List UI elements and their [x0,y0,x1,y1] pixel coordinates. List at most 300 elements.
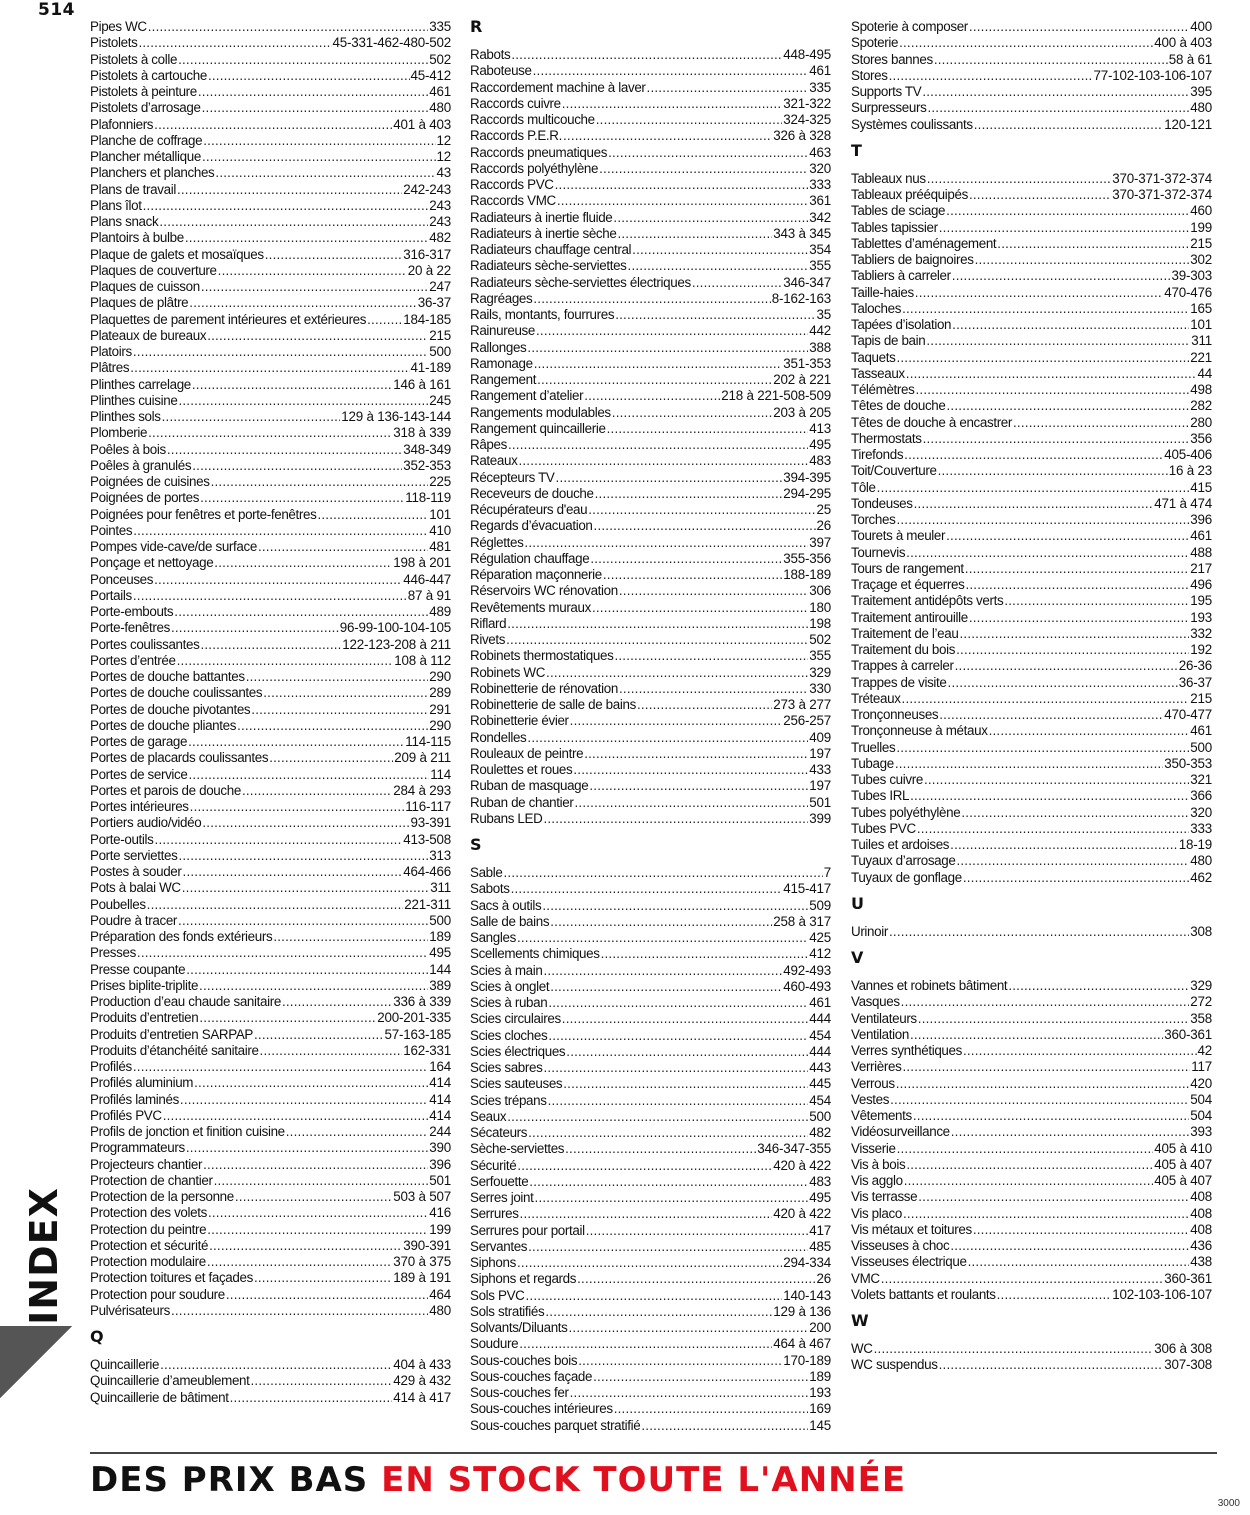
entry-name: Plans îlot [90,197,142,213]
entry-name: Scies circulaires [470,1011,561,1027]
entry-pages: 393 [1190,1124,1212,1140]
dot-leader [562,96,783,112]
entry-name: Receveurs de douche [470,485,594,501]
entry-name: Profilés aluminium [90,1075,194,1091]
entry-name: Sécateurs [470,1125,528,1140]
dot-leader [599,161,808,177]
entry-pages: 320 [809,160,831,176]
entry-pages: 444 [809,1043,831,1059]
entry-pages: 108 à 112 [394,652,451,668]
index-entry [851,415,1212,431]
entry-pages: 244 [429,1124,451,1139]
entry-pages: 401 à 403 [393,116,451,132]
index-entry [470,697,831,713]
entry-pages: 461 [809,995,831,1010]
dot-leader [563,1076,808,1092]
entry-name: Scies à main [470,962,543,978]
entry-pages: 414 [429,1107,451,1123]
entry-pages: 346-347 [783,274,831,290]
entry-name: Sous-couches intérieures [470,1401,613,1417]
index-entry [470,63,831,79]
index-entry [851,1189,1212,1205]
entry-pages: 489 [429,604,451,619]
entry-name: Poudre à tracer [90,912,178,928]
entry-name: Plaquettes de parement intérieures et extérieures [90,311,367,327]
dot-leader [258,539,428,555]
entry-name: Vidéosurveillance [851,1124,950,1140]
dot-leader [511,47,782,63]
dot-leader [939,1357,1164,1373]
entry-pages: 335 [809,79,831,95]
index-entry [90,312,451,328]
dot-leader [613,210,808,226]
entry-pages: 413-508 [403,831,451,847]
index-entry [851,1124,1212,1140]
index-entry [90,1205,451,1221]
index-entry [90,832,451,848]
dot-leader [950,837,1178,853]
entry-name: Sous-couches fer [470,1385,569,1400]
index-entry [90,1222,451,1238]
entry-pages: 396 [1190,512,1212,527]
dot-leader [529,1174,808,1190]
entry-name: Traitement du bois [851,642,956,657]
entry-pages: 326 à 328 [773,128,831,144]
entry-pages: 470-477 [1164,707,1212,722]
entry-pages: 410 [429,522,451,538]
dot-leader [974,117,1164,133]
dot-leader [922,84,1189,100]
dot-leader [133,344,428,360]
entry-name: Poêles à bois [90,441,166,457]
dot-leader [537,372,772,388]
dot-leader [533,63,809,79]
dot-leader [904,1173,1154,1189]
dot-leader [615,307,815,323]
index-entry [90,848,451,864]
entry-name: Postes à souder [90,864,182,879]
entry-pages: 242-243 [403,181,451,197]
dot-leader [550,914,772,930]
dot-leader [178,913,428,929]
index-entry [851,496,1212,512]
entry-pages: 482 [809,1125,831,1140]
dot-leader [570,1385,809,1401]
entry-pages: 370-371-372-374 [1112,187,1212,202]
entry-pages: 501 [429,1172,451,1188]
entry-pages: 480 [1190,853,1212,869]
entry-name: Robinetterie de salle de bains [470,697,636,712]
entry-pages: 12 [436,132,451,148]
index-entry [470,632,831,648]
dot-leader [548,1028,808,1044]
dot-leader [614,1401,809,1417]
dot-leader [965,561,1189,577]
entry-pages: 483 [809,453,831,469]
entry-name: Truelles [851,739,896,755]
entry-pages: 462 [1190,869,1212,885]
dot-leader [143,198,429,214]
slogan-part-1: DES PRIX BAS [90,1460,369,1500]
index-entry [851,431,1212,447]
entry-pages: 343 à 345 [773,225,831,241]
dot-leader [163,1108,429,1124]
dot-leader [154,572,402,588]
section-letter: T [851,140,863,160]
entry-name: Tubes IRL [851,788,910,804]
index-entry [470,1158,831,1174]
index-entry [851,1141,1212,1157]
entry-name: Rabots [470,47,511,62]
entry-name: Rainureuse [470,323,535,339]
entry-pages: 414 [429,1075,451,1091]
entry-name: Plâtres [90,360,130,376]
index-entry [470,946,831,962]
dot-leader [906,1157,1153,1173]
entry-pages: 464-466 [403,864,451,879]
entry-pages: 165 [1190,300,1212,316]
index-entry [851,772,1212,788]
entry-pages: 485 [809,1238,831,1254]
dot-leader [910,788,1189,804]
entry-name: Pistolets à peinture [90,84,197,99]
dot-leader [517,1255,782,1271]
index-entry [470,80,831,96]
index-entry [851,1341,1212,1357]
index-entry [470,865,831,881]
entry-pages: 429 à 432 [393,1373,451,1389]
dot-leader [918,1189,1189,1205]
index-entry [90,653,451,669]
entry-name: Raboteuse [470,63,532,79]
entry-pages: 415-417 [783,881,831,897]
entry-pages: 390 [429,1140,451,1156]
dot-leader [584,746,808,762]
index-entry [470,1385,831,1401]
entry-name: Protection pour soudure [90,1286,225,1302]
index-entry [90,52,451,68]
dot-leader [637,697,772,713]
dot-leader [190,799,405,815]
index-entry [470,405,831,421]
entry-pages: 96-99-100-104-105 [339,620,451,636]
dot-leader [154,117,392,133]
entry-name: Planche de coffrage [90,132,203,148]
entry-name: Taloches [851,300,902,316]
index-entry [90,149,451,165]
entry-name: Production d’eau chaude sanitaire [90,994,281,1009]
entry-name: Porte-outils [90,831,154,847]
index-entry [90,1059,451,1075]
index-entry [470,1093,831,1109]
entry-name: Planchers et planches [90,165,215,181]
dot-leader [186,1140,428,1156]
entry-name: Vis placo [851,1205,902,1221]
dot-leader [947,398,1190,414]
entry-name: Plaques de plâtre [90,295,189,311]
dot-leader [895,756,1163,772]
dot-leader [566,1044,808,1060]
entry-pages: 443 [809,1060,831,1075]
index-entry [851,1206,1212,1222]
entry-name: Protection de chantier [90,1172,213,1188]
dot-leader [607,421,809,437]
entry-pages: 321 [1190,772,1212,787]
entry-name: Rails, montants, fourrures [470,307,615,322]
index-entry [851,805,1212,821]
index-entry [90,35,451,51]
entry-pages: 18-19 [1178,837,1212,852]
entry-name: VMC [851,1270,880,1286]
index-entry [851,1076,1212,1092]
entry-name: Préparation des fonds extérieurs [90,929,273,944]
entry-name: Robinets WC [470,664,546,680]
dot-leader [917,821,1189,837]
index-entry [90,182,451,198]
entry-name: Sols PVC [470,1287,525,1303]
dot-leader [242,783,392,799]
dot-leader [603,567,782,583]
entry-name: Salle de bains [470,913,550,929]
entry-pages: 324-325 [783,112,831,127]
dot-leader [557,193,808,209]
index-entry [470,665,831,681]
entry-name: Tables de sciage [851,203,946,219]
index-entry [90,685,451,701]
dot-leader [968,1254,1190,1270]
dot-leader [162,409,341,425]
entry-name: Ruban de chantier [470,794,574,810]
index-entry [470,372,831,388]
index-entry [90,1043,451,1059]
entry-name: Rangement quincaillerie [470,420,606,436]
index-entry [470,1206,831,1222]
entry-pages: 460-493 [783,978,831,994]
dot-leader [235,1189,392,1205]
entry-name: Tôle [851,479,876,495]
entry-name: Portes et parois de douche [90,782,241,798]
entry-name: Vis terrasse [851,1189,918,1205]
index-entry [470,583,831,599]
index-entry [851,723,1212,739]
entry-name: Siphons [470,1255,516,1270]
entry-name: Taquets [851,349,896,365]
entry-name: Pipes WC [90,19,147,34]
entry-pages: 408 [1190,1205,1212,1221]
entry-name: Tubes PVC [851,820,916,836]
dot-leader [577,1271,815,1287]
entry-pages: 350-353 [1164,755,1212,771]
dot-leader [910,1027,1163,1043]
dot-leader [923,431,1190,447]
entry-pages: 282 [1190,398,1212,414]
dot-leader [906,545,1189,561]
index-entry [851,577,1212,593]
entry-pages: 504 [1190,1108,1212,1123]
entry-name: Portes intérieures [90,799,189,814]
entry-name: Rangements modulables [470,404,611,420]
dot-leader [997,236,1189,252]
entry-pages: 360-361 [1164,1270,1212,1286]
index-entry [851,994,1212,1010]
dot-leader [959,626,1189,642]
entry-name: Plomberie [90,425,148,441]
dot-leader [614,648,808,664]
index-entry [851,480,1212,496]
entry-name: Portes de douche battantes [90,669,245,684]
entry-pages: 416 [429,1205,451,1221]
entry-pages: 35 [816,307,831,322]
entry-pages: 290 [429,669,451,684]
dot-leader [138,35,331,51]
entry-pages: 329 [1190,978,1212,993]
entry-pages: 321-322 [783,95,831,111]
index-entry [851,1108,1212,1124]
dot-leader [178,52,428,68]
entry-name: Sable [470,865,503,880]
side-index-tab [8,1187,78,1330]
index-entry [90,555,451,571]
index-entry [90,19,451,35]
dot-leader [282,994,392,1010]
dot-leader [950,1238,1189,1254]
index-entry [470,112,831,128]
section-letter: S [470,835,483,854]
entry-name: Portes d’entrée [90,652,176,668]
dot-leader [199,978,428,994]
entry-pages: 464 à 467 [773,1336,831,1352]
index-entry [851,35,1212,51]
index-entry [90,360,451,376]
index-entry [851,658,1212,674]
dot-leader [619,681,808,697]
dot-leader [174,604,428,620]
entry-pages: 500 [1190,739,1212,755]
entry-pages: 58 à 61 [1168,51,1212,67]
entry-name: Stores bannes [851,51,933,67]
index-entry [90,84,451,100]
entry-pages: 445 [809,1076,831,1092]
index-entry [851,545,1212,561]
dot-leader [906,366,1197,382]
index-entry [90,734,451,750]
dot-leader [897,1141,1154,1157]
entry-name: Tronçonneuse à métaux [851,723,988,739]
dot-leader [963,870,1189,886]
entry-pages: 280 [1190,414,1212,430]
entry-pages: 446-447 [403,571,451,587]
entry-pages: 41-189 [410,360,451,376]
entry-name: Protection des volets [90,1205,207,1221]
dot-leader [617,226,772,242]
index-entry [470,340,831,356]
index-entry [851,756,1212,772]
dot-leader [938,463,1168,479]
entry-name: Portes de placards coulissantes [90,750,269,766]
entry-pages: 461 [809,63,831,79]
entry-pages: 101 [429,506,451,522]
entry-pages: 400 à 403 [1154,35,1212,51]
index-entry [851,593,1212,609]
entry-pages: 420 à 422 [773,1206,831,1222]
entry-pages: 306 à 308 [1154,1341,1212,1356]
dot-leader [586,1223,809,1239]
dot-leader [973,1222,1189,1238]
entry-pages: 203 à 205 [773,404,831,420]
entry-pages: 197 [809,778,831,794]
entry-name: Trappes de visite [851,674,947,690]
index-entry [470,930,831,946]
entry-pages: 438 [1190,1254,1212,1270]
dot-leader [186,962,428,978]
dot-leader [527,730,808,746]
dot-leader [130,360,409,376]
entry-name: Plantoirs à bulbe [90,230,184,246]
entry-pages: 405-406 [1164,447,1212,462]
entry-pages: 294-334 [783,1255,831,1270]
dot-leader [890,1092,1189,1108]
entry-pages: 101 [1190,317,1212,332]
dot-leader [550,979,782,995]
dot-leader [160,1357,392,1373]
entry-name: Programmateurs [90,1140,185,1156]
footer-code: 3000 [1217,1498,1240,1509]
index-entry [851,1059,1212,1075]
dot-leader [1008,978,1189,994]
dot-leader [201,279,428,295]
dot-leader [133,523,428,539]
index-entry [90,1238,451,1254]
dot-leader [520,1206,773,1222]
dot-leader [171,1303,428,1319]
entry-pages: 146 à 161 [393,376,451,392]
entry-pages: 496 [1190,577,1212,592]
dot-leader [889,924,1189,940]
dot-leader [874,1341,1154,1357]
entry-pages: 442 [809,323,831,339]
dot-leader [155,832,403,848]
dot-leader [563,128,772,144]
index-entry [470,1174,831,1190]
index-entry [851,1238,1212,1254]
index-entry [851,1357,1212,1373]
entry-name: Tubes cuivre [851,772,923,787]
entry-pages: 169 [809,1401,831,1417]
dot-leader [133,588,407,604]
dot-leader [202,149,436,165]
index-entry [470,356,831,372]
index-entry [470,242,831,258]
dot-leader [226,1287,428,1303]
entry-name: Tirefonds [851,447,904,462]
entry-pages: 355 [809,258,831,274]
entry-name: Profilés [90,1059,132,1074]
dot-leader [975,252,1190,268]
entry-name: Quincaillerie d’ameublement [90,1373,250,1389]
dot-leader [927,171,1112,187]
index-entry [470,995,831,1011]
entry-pages: 43 [436,165,451,181]
dot-leader [265,247,403,263]
index-entry [470,145,831,161]
index-entry [470,1141,831,1157]
entry-name: Tréteaux [851,690,901,706]
dot-leader [133,1059,428,1075]
entry-pages: 348-349 [403,441,451,457]
dot-leader [214,555,392,571]
dot-leader [965,577,1189,593]
entry-name: Rallonges [470,339,527,355]
